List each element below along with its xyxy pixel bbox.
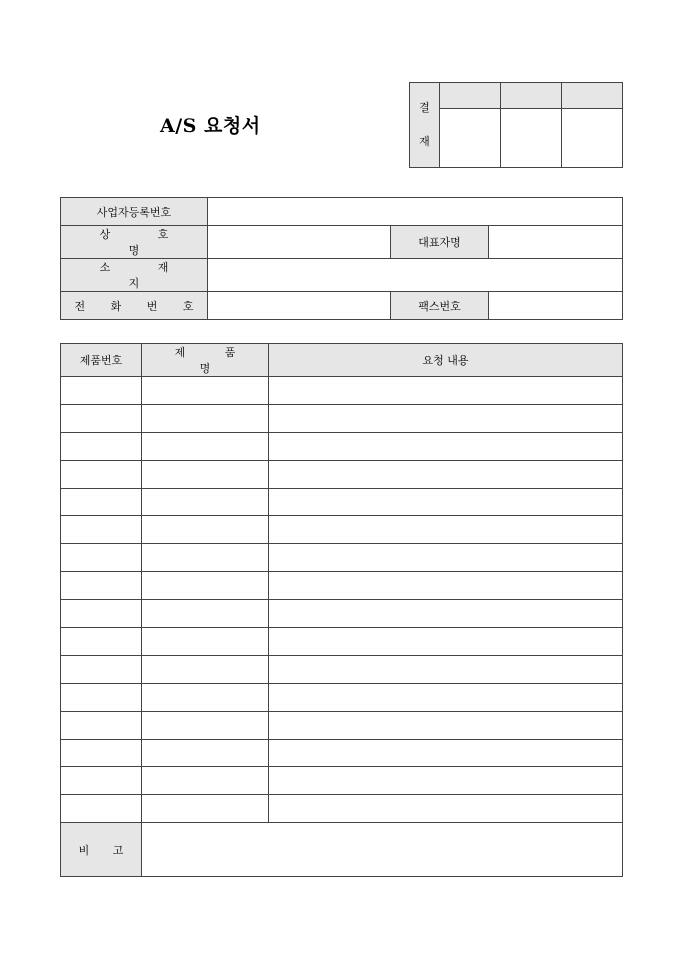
product-name-cell[interactable] [142,377,269,405]
header-product-no: 제품번호 [61,344,142,377]
product-no-cell[interactable] [61,377,142,405]
fax-label: 팩스번호 [391,292,489,320]
product-name-cell[interactable] [142,488,269,516]
product-no-cell[interactable] [61,767,142,795]
table-row [61,377,623,405]
product-no-cell[interactable] [61,460,142,488]
product-no-cell[interactable] [61,739,142,767]
request-content-cell[interactable] [269,488,623,516]
table-row [61,404,623,432]
table-row [61,711,623,739]
product-no-cell[interactable] [61,711,142,739]
product-name-cell[interactable] [142,572,269,600]
business-reg-no-label: 사업자등록번호 [61,198,208,226]
product-name-cell[interactable] [142,516,269,544]
address-label: 소 재 지 [61,259,208,292]
request-content-cell[interactable] [269,404,623,432]
header-request-content: 요청 내용 [269,344,623,377]
table-row [61,655,623,683]
request-content-cell[interactable] [269,432,623,460]
product-name-cell[interactable] [142,404,269,432]
product-name-cell[interactable] [142,432,269,460]
table-row [61,739,623,767]
request-content-cell[interactable] [269,572,623,600]
request-content-cell[interactable] [269,655,623,683]
product-no-cell[interactable] [61,488,142,516]
table-row [61,600,623,628]
approval-header-cell [562,83,623,109]
request-content-cell[interactable] [269,711,623,739]
request-content-cell[interactable] [269,460,623,488]
product-name-cell[interactable] [142,767,269,795]
approval-sign-cell[interactable] [440,109,501,168]
request-content-cell[interactable] [269,683,623,711]
remarks-row [61,823,623,877]
product-no-cell[interactable] [61,795,142,823]
product-name-cell[interactable] [142,460,269,488]
product-no-cell[interactable] [61,544,142,572]
address-field[interactable] [208,259,623,292]
fax-field[interactable] [489,292,623,320]
approval-table [409,82,623,168]
product-no-cell[interactable] [61,516,142,544]
product-no-cell[interactable] [61,404,142,432]
approval-label-top: 결 [419,101,430,114]
company-info-table [60,197,623,320]
request-content-cell[interactable] [269,739,623,767]
business-reg-no-field[interactable] [208,198,623,226]
product-no-cell[interactable] [61,683,142,711]
page-title: A/S 요청서 [160,115,261,137]
product-no-cell[interactable] [61,572,142,600]
approval-label-bottom: 재 [419,135,430,148]
product-name-cell[interactable] [142,544,269,572]
product-no-cell[interactable] [61,628,142,656]
table-row [61,460,623,488]
table-row [61,795,623,823]
product-name-cell[interactable] [142,683,269,711]
product-no-cell[interactable] [61,600,142,628]
table-row [61,767,623,795]
product-name-cell[interactable] [142,739,269,767]
representative-label: 대표자명 [391,226,489,259]
table-row [61,544,623,572]
representative-field[interactable] [489,226,623,259]
product-name-cell[interactable] [142,600,269,628]
request-content-cell[interactable] [269,600,623,628]
approval-sign-cell[interactable] [501,109,562,168]
remarks-label: 비 고 [61,823,142,877]
request-content-cell[interactable] [269,516,623,544]
company-name-field[interactable] [208,226,391,259]
request-content-cell[interactable] [269,544,623,572]
request-content-cell[interactable] [269,377,623,405]
table-row [61,488,623,516]
phone-label: 전 화 번 호 [61,292,208,320]
header-product-name: 제 품 명 [142,344,269,377]
product-name-cell[interactable] [142,795,269,823]
company-name-label: 상 호 명 [61,226,208,259]
request-items-table [60,343,623,877]
product-name-cell[interactable] [142,655,269,683]
table-row [61,683,623,711]
product-name-cell[interactable] [142,711,269,739]
table-row [61,516,623,544]
product-name-cell[interactable] [142,628,269,656]
remarks-field[interactable] [142,823,623,877]
table-row [61,432,623,460]
request-content-cell[interactable] [269,795,623,823]
approval-sign-cell[interactable] [562,109,623,168]
approval-header-cell [501,83,562,109]
request-content-cell[interactable] [269,628,623,656]
request-content-cell[interactable] [269,767,623,795]
table-row [61,628,623,656]
product-no-cell[interactable] [61,432,142,460]
approval-label [410,83,440,168]
phone-field[interactable] [208,292,391,320]
approval-header-cell [440,83,501,109]
table-row [61,572,623,600]
product-no-cell[interactable] [61,655,142,683]
